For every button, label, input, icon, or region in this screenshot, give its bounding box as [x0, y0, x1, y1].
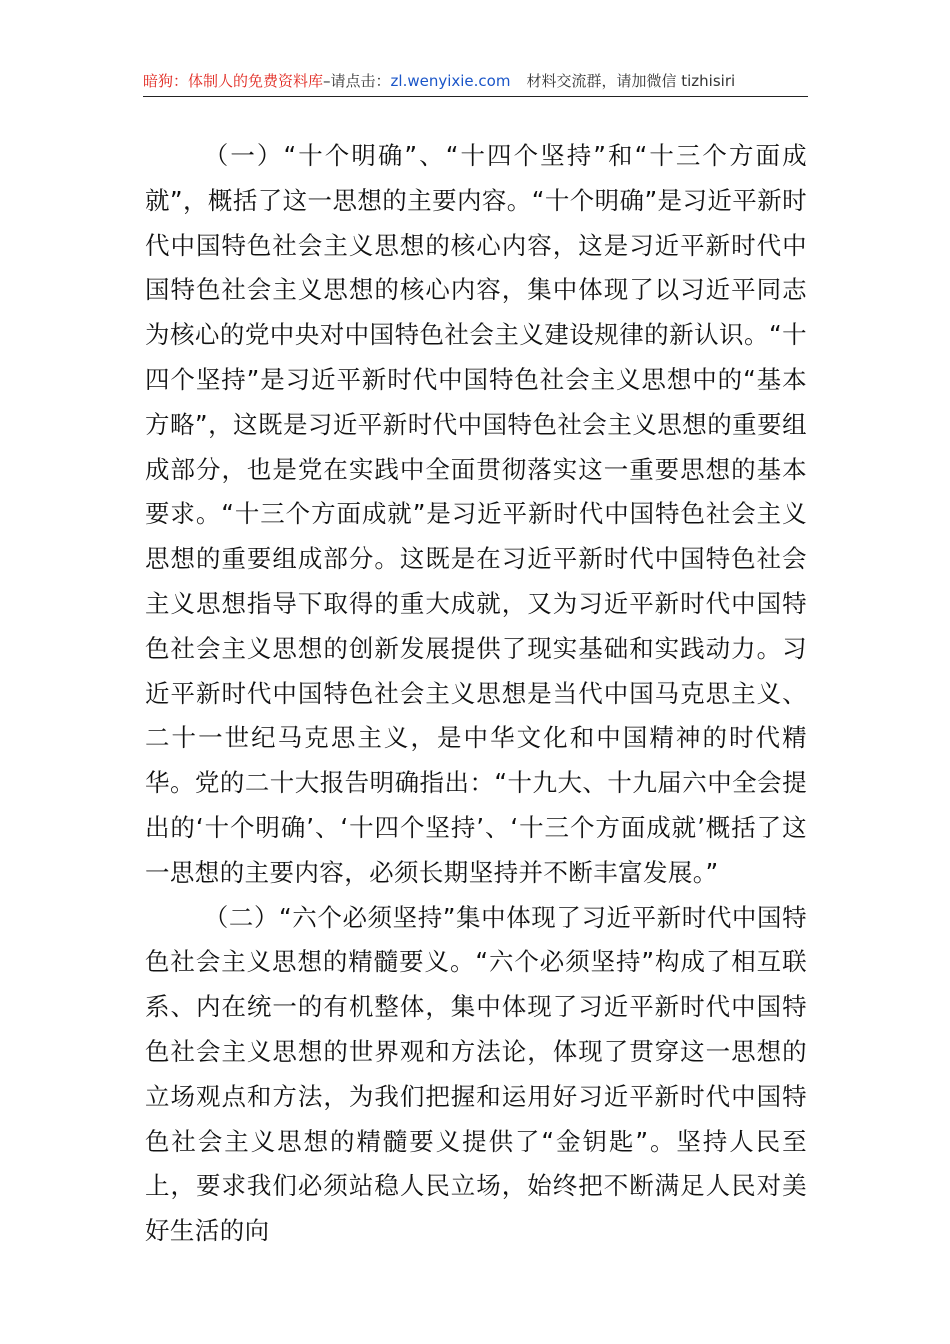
- header-group-note: 材料交流群，请加微信 tizhisiri: [526, 72, 736, 90]
- header-click-prompt: –请点击：: [323, 72, 391, 90]
- header-brand: 暗狗：体制人的免费资料库: [143, 72, 324, 90]
- document-body: [145, 134, 807, 1254]
- paragraph-1: （一）“十个明确”、“十四个坚持”和“十三个方面成就”，概括了这一思想的主要内容。“十个明确”是习近平新时代中国特色社会主义思想的核心内容，这是习近平新时代中国特色社会主义思想的核心内容，集中体现了以习近平同志为核心的党中央对中国特色社会主义建设规律的新认识。“十四个坚持”是习近平新时代中国特色社会主义思想中的“基本方略”，这既是习近平新时代中国特色社会主义思想的重要组成部分，也是党在实践中全面贯彻落实这一重要思想的基本要求。“十三个方面成就”是习近平新时代中国特色社会主义思想的重要组成部分。这既是在习近平新时代中国特色社会主义思想指导下取得的重大成就，又为习近平新时代中国特色社会主义思想的创新发展提供了现实基础和实践动力。习近平新时代中国特色社会主义思想是当代中国马克思主义、二十一世纪马克思主义，是中华文化和中国精神的时代精华。党的二十大报告明确指出：“十九大、十九届六中全会提出的‘十个明确’、‘十四个坚持’、‘十三个方面成就’概括了这一思想的主要内容，必须长期坚持并不断丰富发展。”: [145, 141, 807, 887]
- page-header: [143, 70, 808, 97]
- paragraph-2: （二）“六个必须坚持”集中体现了习近平新时代中国特色社会主义思想的精髓要义。“六个必须坚持”构成了相互联系、内在统一的有机整体，集中体现了习近平新时代中国特色社会主义思想的世界观和方法论，体现了贯穿这一思想的立场观点和方法，为我们把握和运用好习近平新时代中国特色社会主义思想的精髓要义提供了“金钥匙”。坚持人民至上，要求我们必须站稳人民立场，始终把不断满足人民对美好生活的向: [145, 902, 807, 1246]
- header-url-link[interactable]: zl.wenyixie.com: [390, 72, 511, 90]
